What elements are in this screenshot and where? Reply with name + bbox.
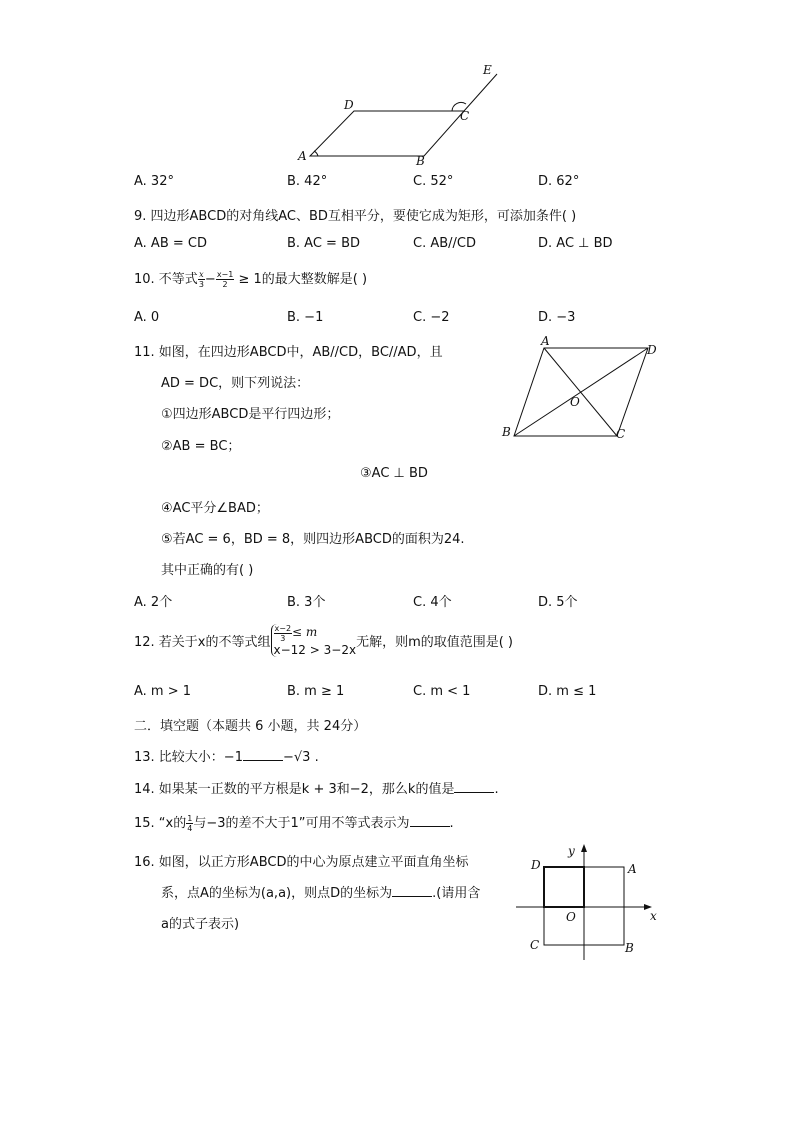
q12-option-a: A. m > 1 <box>134 684 192 699</box>
q12-row1-rhs: ≤ m <box>292 625 318 639</box>
fig16-label-O: O <box>566 910 576 924</box>
q14-post: . <box>494 782 499 797</box>
q13-post: −√3 . <box>282 750 319 765</box>
q11-statement-2: ②AB = BC； <box>161 439 241 454</box>
fig16-label-B: B <box>625 941 634 955</box>
q12-row2: x−12 > 3−2x <box>273 643 357 657</box>
q16-line-2-text: 系，点A的坐标为(a,a)，则点D的坐标为 <box>161 886 393 901</box>
q9-option-b: B. AC = BD <box>287 236 361 251</box>
q15-answer-blank[interactable] <box>410 814 450 827</box>
q13-pre: 13. 比较大小：−1 <box>134 750 243 765</box>
q12-option-d: D. m ≤ 1 <box>538 684 597 699</box>
q9-option-c: C. AB//CD <box>413 236 477 251</box>
fig16-label-x: x <box>650 909 657 923</box>
fig8-label-E: E <box>483 63 492 77</box>
q15-end: . <box>449 816 454 831</box>
q12-frac-den: 3 <box>280 634 286 643</box>
q12-system <box>271 624 357 657</box>
q14-stem <box>134 778 499 797</box>
q13-stem <box>134 746 319 765</box>
fig11-label-B: B <box>502 425 511 439</box>
q8-option-a: A. 32° <box>134 174 174 189</box>
q9-stem: 9. 四边形ABCD的对角线AC、BD互相平分，要使它成为矩形，可添加条件( ) <box>134 209 577 224</box>
q10-stem-post: ≥ 1的最大整数解是( ) <box>234 272 368 287</box>
fig8-label-C: C <box>460 109 470 123</box>
q11-statement-5: ⑤若AC = 6，BD = 8，则四边形ABCD的面积为24. <box>161 532 465 547</box>
q14-pre: 14. 如果某一正数的平方根是k + 3和−2，那么k的值是 <box>134 782 455 797</box>
q10-option-a: A. 0 <box>134 310 160 325</box>
fig8-label-B: B <box>416 154 425 168</box>
fig11-label-A: A <box>541 334 550 348</box>
q10-frac-1 <box>198 270 205 289</box>
fig8-label-A: A <box>298 149 307 163</box>
q11-option-b: B. 3个 <box>287 595 326 610</box>
q9-option-d: D. AC ⊥ BD <box>538 236 613 251</box>
q11-option-a: A. 2个 <box>134 595 173 610</box>
q9-option-a: A. AB = CD <box>134 236 207 251</box>
q10-frac2-den: 2 <box>222 280 228 289</box>
q12-option-c: C. m < 1 <box>413 684 471 699</box>
q11-statement-4: ④AC平分∠BAD； <box>161 501 269 516</box>
q16-answer-blank[interactable] <box>392 884 432 897</box>
fig11-label-D: D <box>647 343 657 357</box>
q10-stem-pre: 10. 不等式 <box>134 272 198 287</box>
fig16-label-A: A <box>628 862 637 876</box>
q15-post: 与−3的差不大于1”可用不等式表示为 <box>193 816 410 831</box>
q10-frac1-num: x <box>199 270 204 279</box>
q8-option-c: C. 52° <box>413 174 454 189</box>
fig16-label-y: y <box>568 844 575 858</box>
q16-line-2-end: .(请用含 <box>432 886 481 901</box>
fig16-label-D: D <box>531 858 541 872</box>
q12-option-b: B. m ≥ 1 <box>287 684 345 699</box>
q10-option-c: C. −2 <box>413 310 450 325</box>
q11-option-d: D. 5个 <box>538 595 578 610</box>
q10-frac-2 <box>216 270 235 289</box>
q10-option-b: B. −1 <box>287 310 324 325</box>
q11-question: 其中正确的有( ) <box>161 563 254 578</box>
q15-stem <box>134 812 454 833</box>
q11-line-1: 11. 如图，在四边形ABCD中，AB//CD，BC//AD，且 <box>134 345 443 360</box>
rhombus-figure-q11 <box>495 330 665 445</box>
q16-line-3: a的式子表示) <box>161 917 240 932</box>
q8-option-d: D. 62° <box>538 174 580 189</box>
fig16-label-C: C <box>530 938 540 952</box>
q11-line-2: AD = DC，则下列说法： <box>161 376 310 391</box>
q11-statement-1: ①四边形ABCD是平行四边形； <box>161 407 340 422</box>
q10-stem <box>134 268 367 289</box>
q12-frac-num: x−2 <box>274 624 292 633</box>
q12-stem-post: 无解，则m的取值范围是( ) <box>356 635 514 650</box>
q16-line-2 <box>161 882 480 901</box>
q10-minus: − <box>204 272 216 287</box>
q15-frac-num: 1 <box>187 814 193 823</box>
q16-line-1: 16. 如图，以正方形ABCD的中心为原点建立平面直角坐标 <box>134 855 469 870</box>
q13-answer-blank[interactable] <box>243 748 283 761</box>
fig11-label-C: C <box>616 427 626 441</box>
fig8-label-D: D <box>344 98 354 112</box>
q10-option-d: D. −3 <box>538 310 576 325</box>
q10-frac1-den: 3 <box>198 280 204 289</box>
q15-frac-den: 4 <box>187 824 193 833</box>
q14-answer-blank[interactable] <box>454 780 494 793</box>
q15-pre: 15. “x的 <box>134 816 187 831</box>
fig11-label-O: O <box>570 395 580 409</box>
square-coordinate-figure-q16 <box>510 840 670 965</box>
q10-frac2-num: x−1 <box>216 270 234 279</box>
q8-option-b: B. 42° <box>287 174 328 189</box>
q12-frac <box>274 624 293 643</box>
q12-stem-pre: 12. 若关于x的不等式组 <box>134 635 271 650</box>
section-2-heading: 二．填空题（本题共 6 小题，共 24分） <box>134 719 367 734</box>
q11-option-c: C. 4个 <box>413 595 452 610</box>
q11-statement-3: ③AC ⊥ BD <box>360 466 428 481</box>
q12-stem <box>134 624 513 657</box>
parallelogram-figure-q8 <box>290 58 510 168</box>
